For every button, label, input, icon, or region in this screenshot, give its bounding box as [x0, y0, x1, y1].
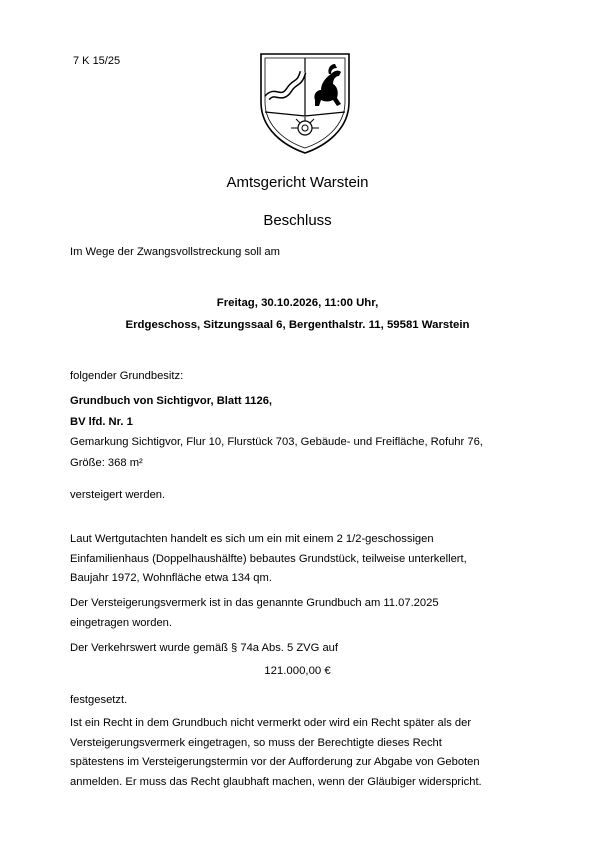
intro-paragraph: Im Wege der Zwangsvollstreckung soll am [70, 246, 280, 258]
hearing-location: Erdgeschoss, Sitzungssaal 6, Bergenthalstr. 11, 59581 Warstein [125, 318, 470, 331]
registration-line: Der Versteigerungsvermerk ist in das genannte Grundbuch am 11.07.2025 [70, 597, 439, 609]
appraisal-line: Baujahr 1972, Wohnfläche etwa 134 qm. [70, 572, 272, 584]
market-value-intro: Der Verkehrswert wurde gemäß § 74a Abs. 5 ZVG auf [70, 642, 339, 654]
rights-notice-paragraph [70, 714, 540, 792]
hearing-block [0, 293, 595, 336]
hearing-date-time: Freitag, 30.10.2026, 11:00 Uhr, [216, 297, 379, 309]
appraisal-line: Einfamilienhaus (Doppelhaushälfte) bebautes Grundstück, teilweise unterkellert, [70, 552, 467, 565]
rights-notice-line: spätestens im Versteigerungstermin vor der Aufforderung zur Abgabe von Geboten [70, 756, 480, 768]
court-name: Amtsgericht Warstein [226, 174, 369, 191]
coat-of-arms-icon [255, 50, 355, 156]
rights-notice-line: Ist ein Recht in dem Grundbuch nicht vermerkt oder wird ein Recht später als der [70, 717, 472, 729]
auction-clause: versteigert werden. [70, 489, 166, 501]
document-type: Beschluss [263, 212, 332, 229]
property-header: folgender Grundbesitz: [70, 370, 184, 382]
rights-notice-line: anmelden. Er muss das Recht glaubhaft machen, wenn der Gläubiger widerspricht. [70, 775, 482, 788]
file-number: 7 K 15/25 [73, 55, 121, 67]
appraisal-line: Laut Wertgutachten handelt es sich um ein mit einem 2 1/2-geschossigen [70, 533, 434, 545]
property-description-line: Gemarkung Sichtigvor, Flur 10, Flurstück 703, Gebäude- und Freifläche, Rofuhr 76, [70, 436, 483, 448]
fixed-clause: festgesetzt. [70, 694, 128, 706]
appraisal-paragraph [70, 530, 530, 589]
rights-notice-line: Versteigerungsvermerk eingetragen, so muss der Berechtigte dieses Recht [70, 736, 442, 749]
registration-paragraph [70, 594, 540, 633]
market-value-amount: 121.000,00 € [264, 665, 331, 677]
property-size: Größe: 368 m² [70, 456, 143, 469]
property-block [70, 391, 540, 473]
land-register: Grundbuch von Sichtigvor, Blatt 1126, [70, 395, 273, 407]
registration-line: eingetragen worden. [70, 616, 173, 629]
bv-number: BV lfd. Nr. 1 [70, 415, 133, 428]
